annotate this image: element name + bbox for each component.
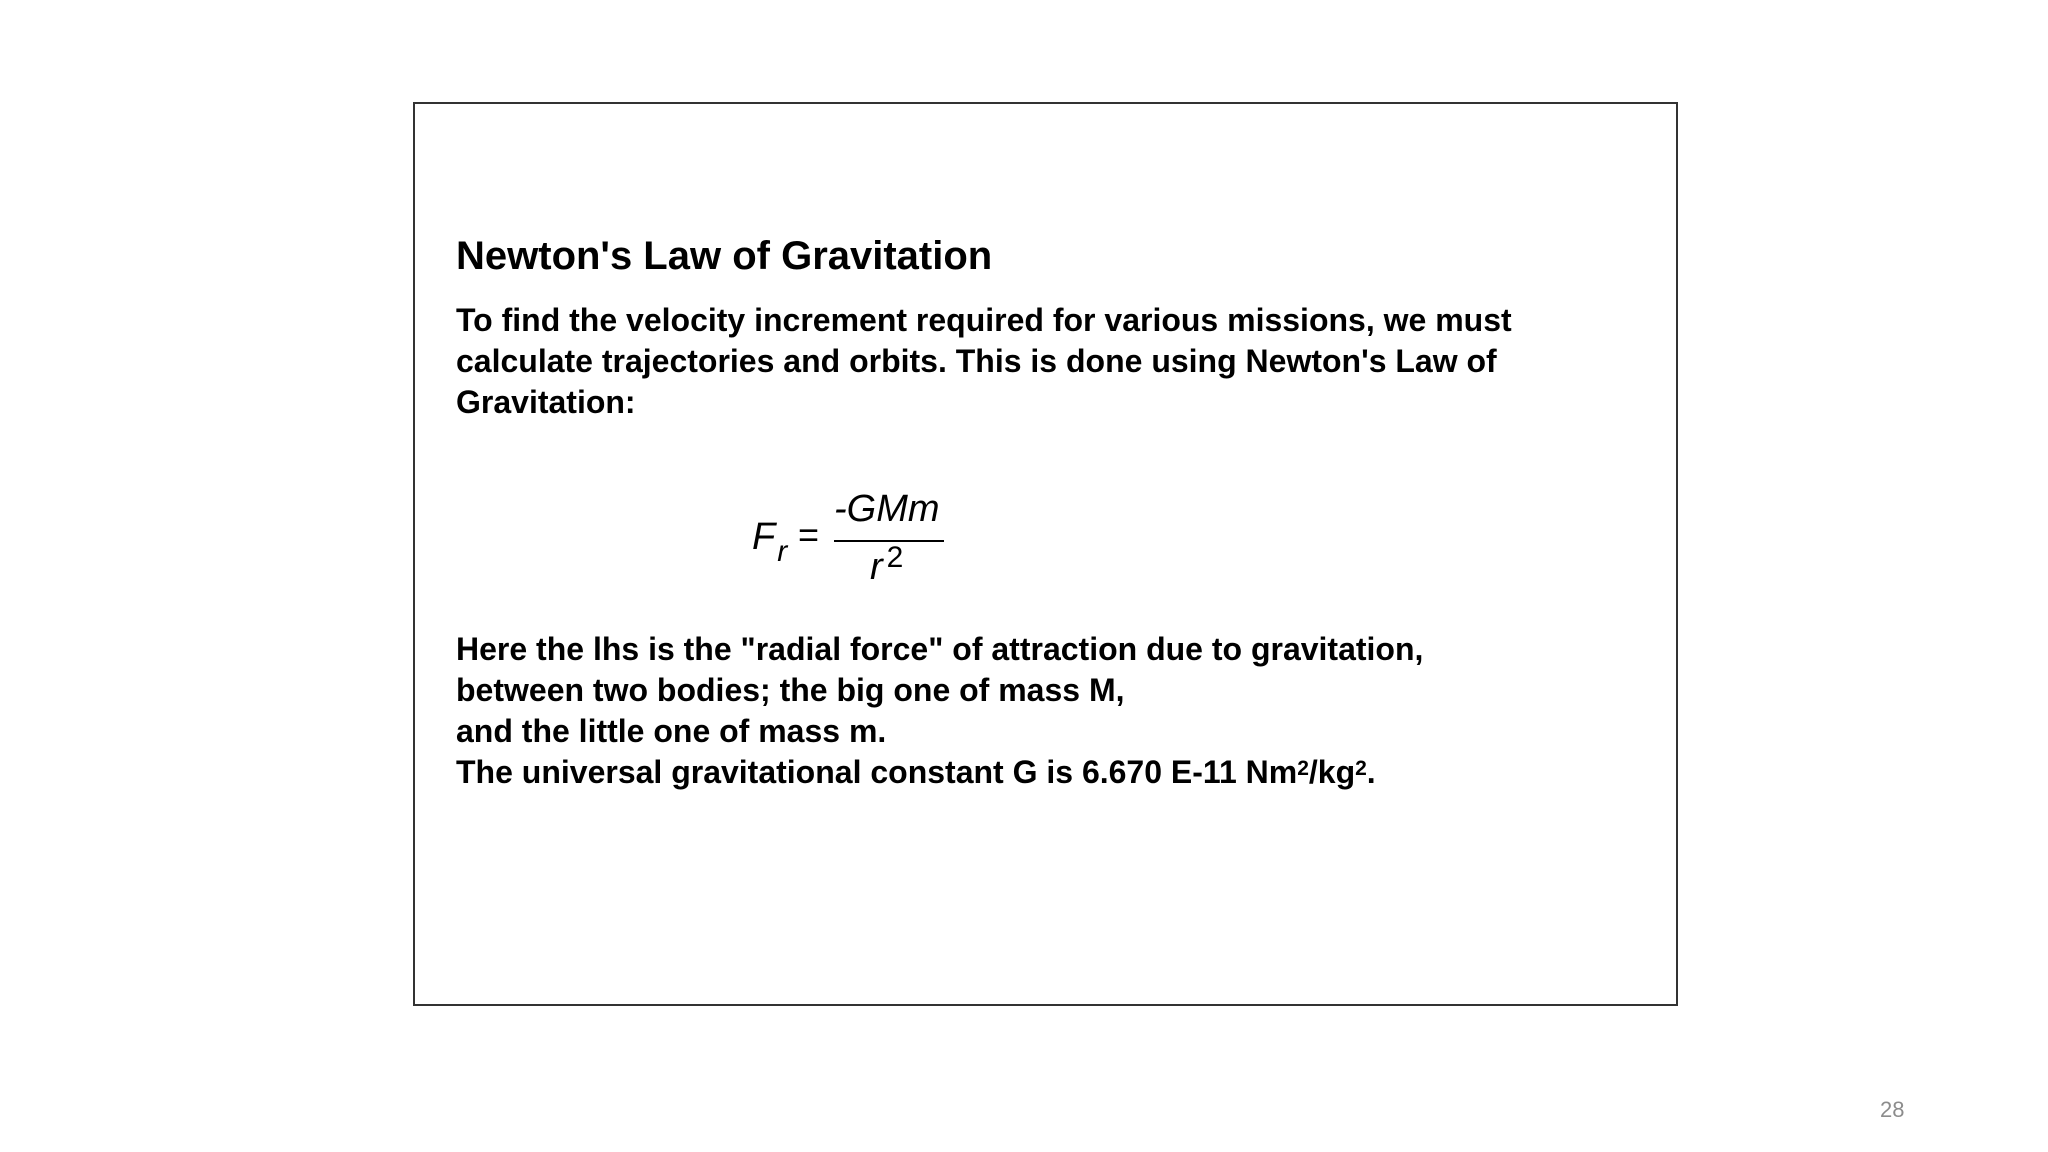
- gravitation-equation: [750, 488, 990, 598]
- unit-exponent: 2: [1297, 757, 1309, 780]
- unit-text: /kg: [1308, 754, 1356, 790]
- equation-denominator-base: r: [870, 546, 883, 588]
- equation-equals-sign: =: [798, 514, 820, 555]
- page-number: 28: [1880, 1097, 1905, 1122]
- slide-title: Newton's Law of Gravitation: [456, 234, 993, 278]
- equation-force-subscript: r: [777, 535, 788, 568]
- equation-lhs: [752, 516, 788, 568]
- explanation-line: Here the lhs is the "radial force" of attraction due to gravitation,: [456, 631, 1424, 667]
- equation-force-symbol: F: [752, 516, 776, 558]
- constant-text: The universal gravitational constant G is 6.670 E-11 Nm: [456, 754, 1298, 790]
- intro-paragraph: To find the velocity increment required for various missions, we must calculate trajectories and orbits. This is done using Newton's Law of Gravitation:: [456, 302, 1512, 420]
- equation-numerator: -GMm: [834, 488, 940, 530]
- explanation-line: and the little one of mass m.: [456, 713, 887, 749]
- equation-denominator: [870, 541, 904, 589]
- gravitational-constant-line: [456, 752, 1606, 793]
- equation-denominator-exponent: 2: [886, 541, 904, 574]
- explanation-paragraph: [456, 629, 1606, 793]
- sentence-period: .: [1366, 754, 1376, 790]
- explanation-line: between two bodies; the big one of mass M,: [456, 672, 1125, 708]
- unit-exponent: 2: [1355, 757, 1367, 780]
